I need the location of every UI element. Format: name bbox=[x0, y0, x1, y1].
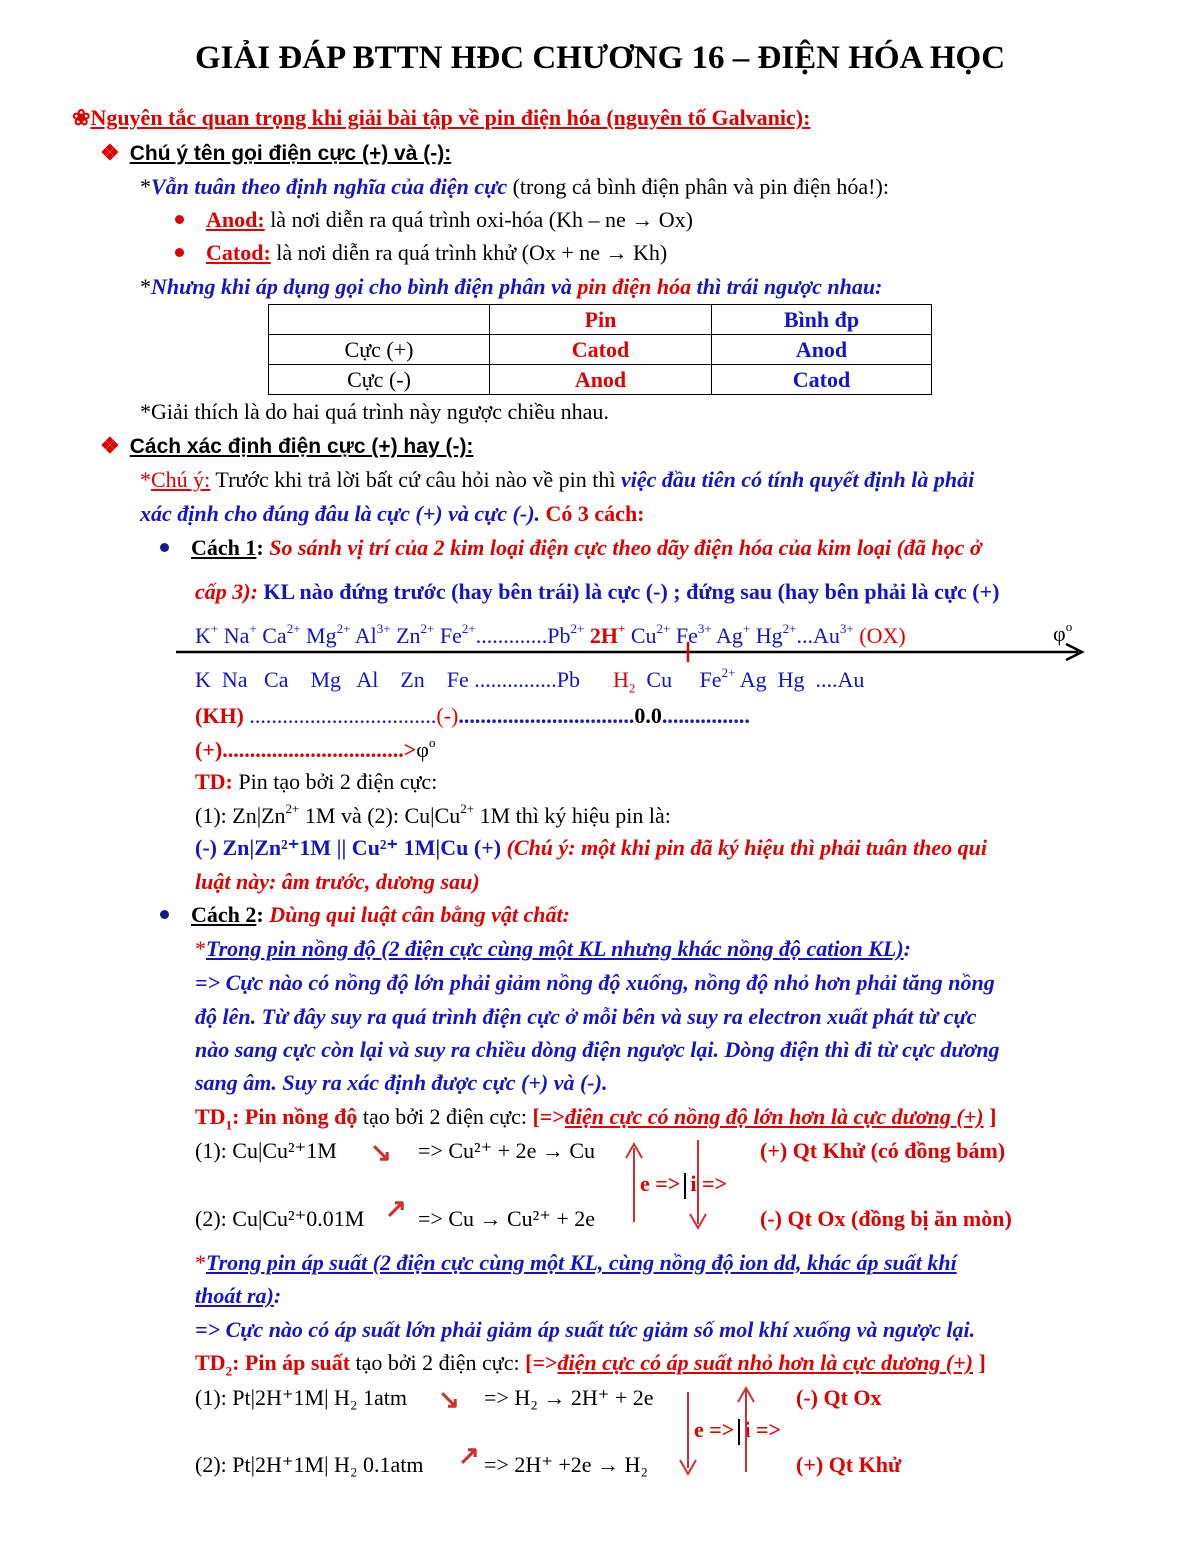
example-cells-b: 1M và (2): Cu|Cu bbox=[299, 803, 461, 828]
anod-text: là nơi diễn ra quá trình oxi-hóa (Kh – ne → Ox) bbox=[264, 207, 693, 232]
diamond-bullet-icon: ❖ bbox=[100, 433, 120, 458]
down-right-arrow-icon: ↘ bbox=[438, 1385, 460, 1414]
notation-note-1: (Chú ý: một khi pin đã ký hiệu thì phải tuân theo qui bbox=[501, 835, 988, 860]
td1-label: TD bbox=[195, 1104, 226, 1129]
up-right-arrow-icon: ↗ bbox=[458, 1441, 480, 1470]
rule-star: * bbox=[140, 174, 151, 199]
conc-line-4: sang âm. Suy ra xác định được cực (+) và (-). bbox=[195, 1070, 608, 1095]
table-cell: Cực (-) bbox=[269, 365, 490, 395]
conc-result-1: (+) Qt Khử (có đồng bám) bbox=[760, 1138, 1006, 1163]
td2-sub: 2 bbox=[225, 1363, 233, 1379]
section2-heading-text: Cách xác định điện cực (+) hay (-): bbox=[129, 435, 474, 458]
conc-colon: : bbox=[903, 936, 911, 961]
td1-colon: : bbox=[232, 1104, 245, 1129]
td2-rule: điện cực có áp suất nhỏ hơn là cực dương (+) bbox=[557, 1350, 974, 1375]
example-cells-a: (1): Zn|Zn bbox=[195, 803, 286, 828]
kh-dots-3: ................ bbox=[661, 703, 750, 728]
current-label: i => bbox=[690, 1171, 728, 1196]
conc-reaction-2: => Cu → Cu²⁺ + 2e bbox=[418, 1206, 596, 1231]
electron-label: e => bbox=[640, 1171, 681, 1196]
td1-sub: 1 bbox=[225, 1117, 233, 1133]
table-header-cell: Pin bbox=[490, 305, 712, 335]
phi-superscript: o bbox=[1065, 618, 1073, 634]
example-cells: (1): $Zn|Zn^{2+}$ 1M và (2): $Cu|Cu^{2+}$ 1M thì ký hiệu pin là: bbox=[195, 800, 671, 828]
press-heading-text-2: thoát ra) bbox=[195, 1283, 274, 1308]
note-count: Có 3 cách: bbox=[540, 501, 645, 526]
td1-rule-open: [=> bbox=[532, 1104, 565, 1129]
press-reaction-1: => H₂ → 2H⁺ + 2e bbox=[484, 1385, 654, 1410]
conc-cell-1: (1): Cu|Cu²⁺1M bbox=[195, 1138, 337, 1163]
pressure-rule: => Cực nào có áp suất lớn phải giảm áp suất tức giảm số mol khí xuống và ngược lại. bbox=[195, 1317, 976, 1342]
conc-cell-2: (2): Cu|Cu²⁺0.01M bbox=[195, 1206, 365, 1231]
note-emphasis-2: xác định cho đúng đâu là cực (+) và cực (-). bbox=[140, 501, 541, 526]
flower-icon: ❀ bbox=[72, 105, 91, 130]
catod-text: là nơi diễn ra quá trình khử (Ox + ne → Kh) bbox=[270, 240, 668, 265]
ox-label: OX bbox=[866, 623, 899, 648]
note-text: Trước khi trả lời bất cứ câu hỏi nào về pin thì bbox=[210, 467, 621, 492]
way1-text-1: So sánh vị trí của 2 kim loại điện cực theo dãy điện hóa của kim loại (đã học ở bbox=[269, 535, 982, 560]
way2-text: Dùng qui luật cân bằng vật chất: bbox=[269, 902, 570, 927]
notation-note-2: luật này: âm trước, dương sau) bbox=[195, 869, 480, 894]
example-text: Pin tạo bởi 2 điện cực: bbox=[232, 769, 438, 794]
cell-notation: (-) Zn|Zn²⁺1M || Cu²⁺ 1M|Cu (+) bbox=[195, 835, 502, 860]
phi-symbol: φ bbox=[416, 737, 429, 762]
current-label: i => bbox=[744, 1417, 782, 1442]
contrast-star: * bbox=[140, 274, 151, 299]
td2-text: tạo bởi 2 điện cực: bbox=[350, 1350, 526, 1375]
table-cell: Cực (+) bbox=[269, 335, 490, 365]
ox-series-row: K+ Na+ $Ca^{2+}$ $Mg^{2+}$ $Al^{3+}$ $Zn^{2+}$ $Fe^{2+}.............Pb^{2+}$ 2H+ $Cu^{2+}$ $Fe^{3+}$ Ag+ $Hg^{2+}...Au^{3+}$ (OX) bbox=[195, 620, 906, 648]
way1-label: Cách 1 bbox=[191, 535, 257, 560]
press-reaction-2: => 2H⁺ +2e → H₂ bbox=[484, 1452, 649, 1477]
conc-star: * bbox=[195, 936, 206, 961]
explanation-line: *Giải thích là do hai quá trình này ngược chiều nhau. bbox=[140, 399, 609, 424]
td2-colon: : bbox=[232, 1350, 245, 1375]
conc-result-2: (-) Qt Ox (đồng bị ăn mòn) bbox=[760, 1206, 1012, 1231]
rule-rest: (trong cả bình điện phân và pin điện hóa!): bbox=[507, 174, 889, 199]
note-label: Chú ý: bbox=[151, 467, 211, 492]
table-cell: Anod bbox=[712, 335, 932, 365]
way1-colon: : bbox=[256, 535, 270, 560]
kh-dots-1: .................................. bbox=[243, 703, 437, 728]
conc-line-1: => Cực nào có nồng độ lớn phải giảm nồng độ xuống, nồng độ nhỏ hơn phải tăng nồng bbox=[195, 970, 995, 995]
way1-text-2a: cấp 3): bbox=[195, 579, 258, 604]
note-star: * bbox=[140, 467, 151, 492]
td2-rule-open: [=> bbox=[525, 1350, 558, 1375]
page-title: GIẢI ĐÁP BTTN HĐC CHƯƠNG 16 – ĐIỆN HÓA HỌC bbox=[194, 40, 1006, 76]
kh-label: (KH) bbox=[195, 703, 244, 728]
phi-symbol: φ bbox=[1053, 621, 1066, 646]
note-emphasis-1: việc đầu tiên có tính quyết định là phải bbox=[620, 467, 975, 492]
table-cell: Catod bbox=[490, 335, 712, 365]
plus-line-text: (+).................................> bbox=[195, 737, 417, 762]
way2-colon: : bbox=[256, 902, 270, 927]
kh-dots-2: ................................ bbox=[458, 703, 635, 728]
way1-text-2b: KL nào đứng trước (hay bên trái) là cực (-) ; đứng sau (hay bên phải là cực (+) bbox=[257, 579, 1000, 604]
electron-label: e => bbox=[694, 1417, 735, 1442]
press-result-1: (-) Qt Ox bbox=[796, 1385, 882, 1410]
contrast-a: Nhưng khi áp dụng gọi cho bình điện phân và bbox=[151, 274, 578, 299]
table-cell: Anod bbox=[490, 365, 712, 395]
catod-label: Catod: bbox=[206, 240, 271, 265]
example-cells-c: 1M thì ký hiệu pin là: bbox=[474, 803, 671, 828]
conc-reaction-1: => Cu²⁺ + 2e → Cu bbox=[418, 1138, 596, 1163]
kh-series-row: K Na Ca Mg Al Zn Fe ...............Pb $H_2$ Cu $Fe^{2+}$ Ag Hg ....Au bbox=[195, 664, 865, 696]
contrast-b: pin điện hóa bbox=[577, 274, 692, 299]
td2-rule-close: ] bbox=[973, 1350, 986, 1375]
press-colon: : bbox=[273, 1283, 282, 1308]
table-cell: Catod bbox=[712, 365, 932, 395]
intro-heading-text: Nguyên tắc quan trọng khi giải bài tập về pin điện hóa (nguyên tố Galvanic): bbox=[90, 105, 811, 130]
phi-superscript: o bbox=[428, 734, 436, 750]
td1-rule: điện cực có nồng độ lớn hơn là cực dương (+) bbox=[564, 1104, 984, 1129]
press-heading-text-1: Trong pin áp suất (2 điện cực cùng một KL, cùng nồng độ ion dd, khác áp suất khí bbox=[206, 1250, 957, 1275]
press-cell-2: (2): Pt|2H⁺1M| H₂ 0.1atm bbox=[195, 1452, 424, 1477]
down-right-arrow-icon: ↘ bbox=[370, 1138, 392, 1167]
kh-zero: 0.0 bbox=[634, 703, 662, 728]
press-star: * bbox=[195, 1250, 206, 1275]
conc-heading-text: Trong pin nồng độ (2 điện cực cùng một KL nhưng khác nồng độ cation KL) bbox=[206, 936, 904, 961]
diamond-bullet-icon: ❖ bbox=[100, 140, 120, 165]
td2-bold: Pin áp suất bbox=[244, 1350, 351, 1375]
rule-emphasis: Vẫn tuân theo định nghĩa của điện cực bbox=[151, 174, 508, 199]
conc-line-3: nào sang cực còn lại và suy ra chiều dòng điện ngược lại. Dòng điện thì đi từ cực dương bbox=[195, 1037, 1000, 1062]
td1-rule-close: ] bbox=[983, 1104, 997, 1129]
table-header-cell: Bình đp bbox=[712, 305, 932, 335]
contrast-c: thì trái ngược nhau: bbox=[691, 274, 883, 299]
press-result-2: (+) Qt Khử bbox=[796, 1452, 902, 1477]
section1-heading-text: Chú ý tên gọi điện cực (+) và (-): bbox=[129, 142, 452, 165]
up-right-arrow-icon: ↗ bbox=[385, 1194, 407, 1223]
td2-label: TD bbox=[195, 1350, 226, 1375]
way2-label: Cách 2 bbox=[191, 902, 257, 927]
td1-bold: Pin nồng độ bbox=[244, 1104, 358, 1129]
example-label: TD: bbox=[195, 769, 233, 794]
conc-line-2: độ lên. Từ đây suy ra quá trình điện cực ở mỗi bên và suy ra electron xuất phát từ cực bbox=[195, 1004, 977, 1029]
press-cell-1: (1): Pt|2H⁺1M| H₂ 1atm bbox=[195, 1385, 408, 1410]
kh-negative: (-) bbox=[436, 703, 459, 728]
anod-label: Anod: bbox=[206, 207, 265, 232]
td1-text: tạo bởi 2 điện cực: bbox=[357, 1104, 533, 1129]
